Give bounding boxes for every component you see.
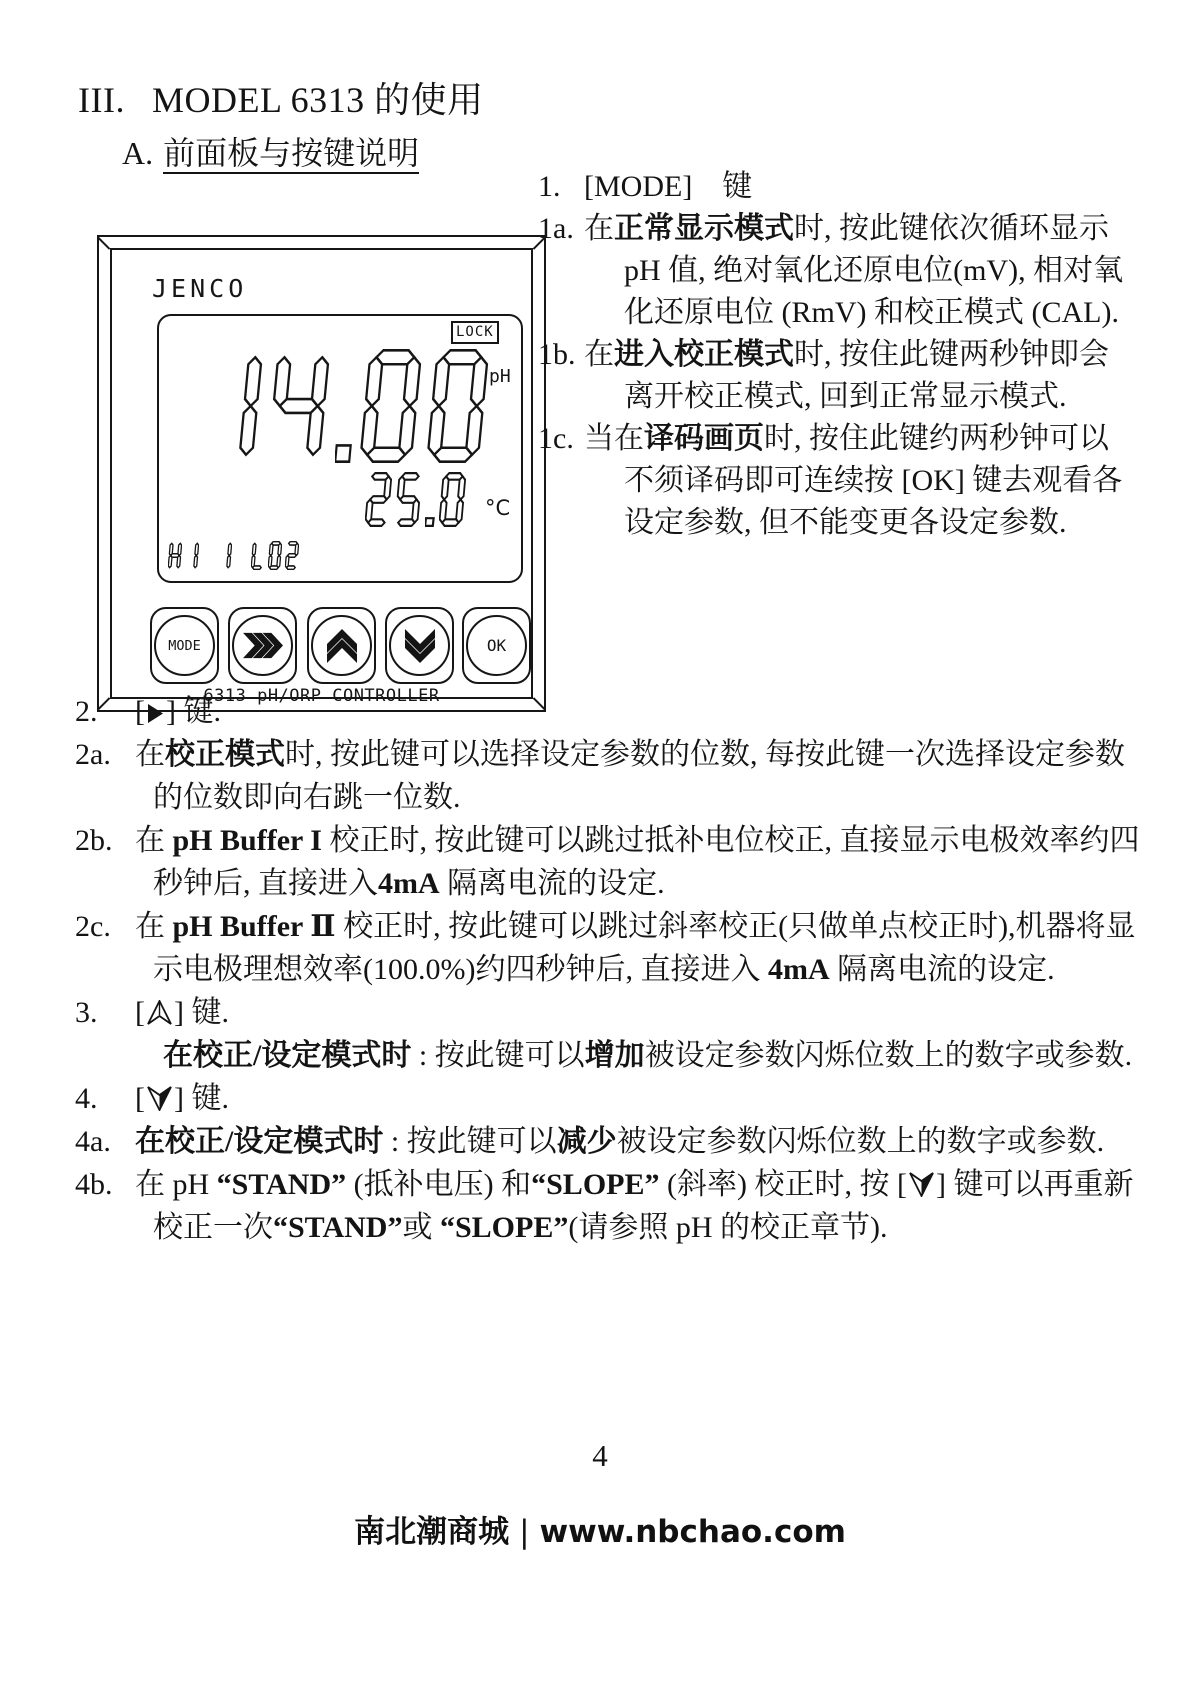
- up-button: [307, 607, 376, 684]
- subsection-heading: [122, 128, 419, 174]
- chevron-down-icon: [147, 1086, 172, 1111]
- segment-space: [202, 541, 215, 570]
- subsection-label: A.: [122, 135, 154, 171]
- segment-char-2: [365, 472, 392, 527]
- bevel-line: [98, 237, 111, 250]
- item-number: 1.: [538, 170, 561, 203]
- item-number: 1a.: [538, 212, 574, 245]
- right-triangle-icon: [147, 703, 164, 724]
- item-text: 在 pH Buffer Ⅱ 校正时, 按此键可以跳过斜率校正(只做单点校正时),机器将显示电极理想效率(100.0%)约四秒钟后, 直接进入 4mA 隔离电流的设定.: [135, 910, 1136, 986]
- fast-forward-icon: [243, 632, 283, 659]
- item-text: [ ] 键.: [135, 1082, 229, 1115]
- instruction-item-1a: [538, 208, 1136, 334]
- instruction-item-3: [75, 991, 1153, 1034]
- mode-button: [150, 607, 219, 684]
- instruction-item-2: [75, 690, 1153, 733]
- lock-indicator: LOCK: [451, 321, 499, 344]
- item-number: 2b.: [75, 824, 113, 857]
- ok-button: [462, 607, 531, 684]
- item-number: 3.: [75, 996, 98, 1029]
- item-text: [ ] 键.: [135, 996, 229, 1029]
- instruction-item-4: [75, 1077, 1153, 1120]
- site-footer: [0, 1506, 1200, 1551]
- instruction-item-1c: [538, 418, 1136, 544]
- page-number: 4: [592, 1438, 608, 1473]
- lcd-temperature-value: [365, 472, 466, 527]
- segment-char-I: [185, 541, 199, 570]
- section-title: MODEL 6313 的使用: [152, 80, 484, 120]
- device-front-face: [110, 248, 533, 706]
- instruction-item-1b: [538, 334, 1136, 418]
- item-text: 在 pH Buffer I 校正时, 按此键可以跳过抵补电位校正, 直接显示电极效率约四秒钟后, 直接进入4mA 隔离电流的设定.: [135, 824, 1140, 900]
- item-text: 在进入校正模式时, 按住此键两秒钟即会离开校正模式, 回到正常显示模式.: [584, 338, 1109, 413]
- section-heading: [78, 72, 484, 123]
- instruction-item-4a: [75, 1120, 1153, 1163]
- lcd-status-indicators: [168, 541, 299, 570]
- item-number: 4b.: [75, 1168, 113, 1201]
- segment-char-H: [168, 541, 182, 570]
- segment-space: [235, 541, 248, 570]
- ok-button-circle: [466, 615, 527, 676]
- segment-char-0: [439, 472, 466, 527]
- down-button-circle: [389, 615, 450, 676]
- segment-char-1: [201, 348, 263, 464]
- lcd-display: [157, 314, 523, 583]
- subsection-title: 前面板与按键说明: [163, 135, 419, 174]
- item-text: 在正常显示模式时, 按此键依次循环显示 pH 值, 绝对氧化还原电位(mV), 相对氧化还原电位 (RmV) 和校正模式 (CAL).: [584, 212, 1124, 329]
- item-number: 2c.: [75, 910, 111, 943]
- item-text: 在校正/设定模式时 : 按此键可以增加被设定参数闪烁位数上的数字或参数.: [163, 1039, 1133, 1072]
- mode-button-circle: [154, 615, 215, 676]
- chevron-down-icon: [909, 1172, 934, 1197]
- item-text: 在校正/设定模式时 : 按此键可以减少被设定参数闪烁位数上的数字或参数.: [135, 1125, 1105, 1158]
- celsius-unit-label: °C: [485, 496, 511, 520]
- advance-button-circle: [232, 615, 293, 676]
- model-label: 6313 pH/ORP CONTROLLER: [203, 686, 440, 706]
- item-number: 1b.: [538, 338, 576, 371]
- mode-button-label: MODE: [168, 637, 201, 654]
- footer-separator: |: [519, 1514, 530, 1550]
- item-text: [MODE] 键: [584, 170, 753, 203]
- ok-button-label: OK: [486, 636, 507, 655]
- segment-char-2: [285, 541, 299, 570]
- brand-logo: JENCO: [152, 274, 248, 303]
- instructions-column-right: [538, 166, 1136, 544]
- double-chevron-down-icon: [405, 629, 435, 663]
- section-number: III.: [78, 80, 125, 120]
- double-chevron-up-icon: [327, 629, 357, 663]
- chevron-up-icon: [147, 1000, 172, 1025]
- item-text: [ ] 键.: [135, 695, 221, 728]
- item-text: 在 pH “STAND” (抵补电压) 和“SLOPE” (斜率) 校正时, 按 [ ] 键可以再重新校正一次“STAND”或 “SLOPE”(请参照 pH 的校正章节).: [135, 1168, 1134, 1244]
- segment-char-0: [427, 348, 489, 464]
- item-text: 在校正模式时, 按此键可以选择设定参数的位数, 每按此键一次选择设定参数的位数即向右跳一位数.: [135, 738, 1125, 814]
- ph-unit-label: pH: [489, 366, 511, 387]
- down-button: [385, 607, 454, 684]
- instruction-item-2a: [75, 733, 1153, 819]
- segment-decimal-point: [425, 472, 436, 527]
- segment-char-0: [360, 348, 422, 464]
- footer-url: www.nbchao.com: [539, 1514, 846, 1550]
- segment-char-4: [268, 348, 330, 464]
- segment-char-5: [395, 472, 422, 527]
- up-button-circle: [311, 615, 372, 676]
- device-illustration: [97, 235, 546, 712]
- instruction-item-4b: [75, 1163, 1153, 1249]
- instruction-item-2c: [75, 905, 1153, 991]
- instruction-item-1: [538, 166, 1136, 208]
- segment-char-O: [268, 541, 282, 570]
- advance-button: [228, 607, 297, 684]
- segment-char-1: [218, 541, 232, 570]
- item-number: 4.: [75, 1082, 98, 1115]
- segment-decimal-point: [335, 348, 355, 464]
- instruction-item: [75, 1034, 1153, 1077]
- footer-brand: 南北潮商城: [354, 1514, 510, 1550]
- item-number: 4a.: [75, 1125, 111, 1158]
- instruction-item-2b: [75, 819, 1153, 905]
- item-number: 1c.: [538, 422, 574, 455]
- segment-char-L: [251, 541, 265, 570]
- item-number: 2.: [75, 695, 98, 728]
- lcd-primary-value: [201, 348, 489, 464]
- item-text: 当在译码画页时, 按住此键约两秒钟可以不须译码即可连续按 [OK] 键去观看各设定参数, 但不能变更各设定参数.: [584, 422, 1123, 539]
- instructions-column-main: [75, 690, 1153, 1249]
- item-number: 2a.: [75, 738, 111, 771]
